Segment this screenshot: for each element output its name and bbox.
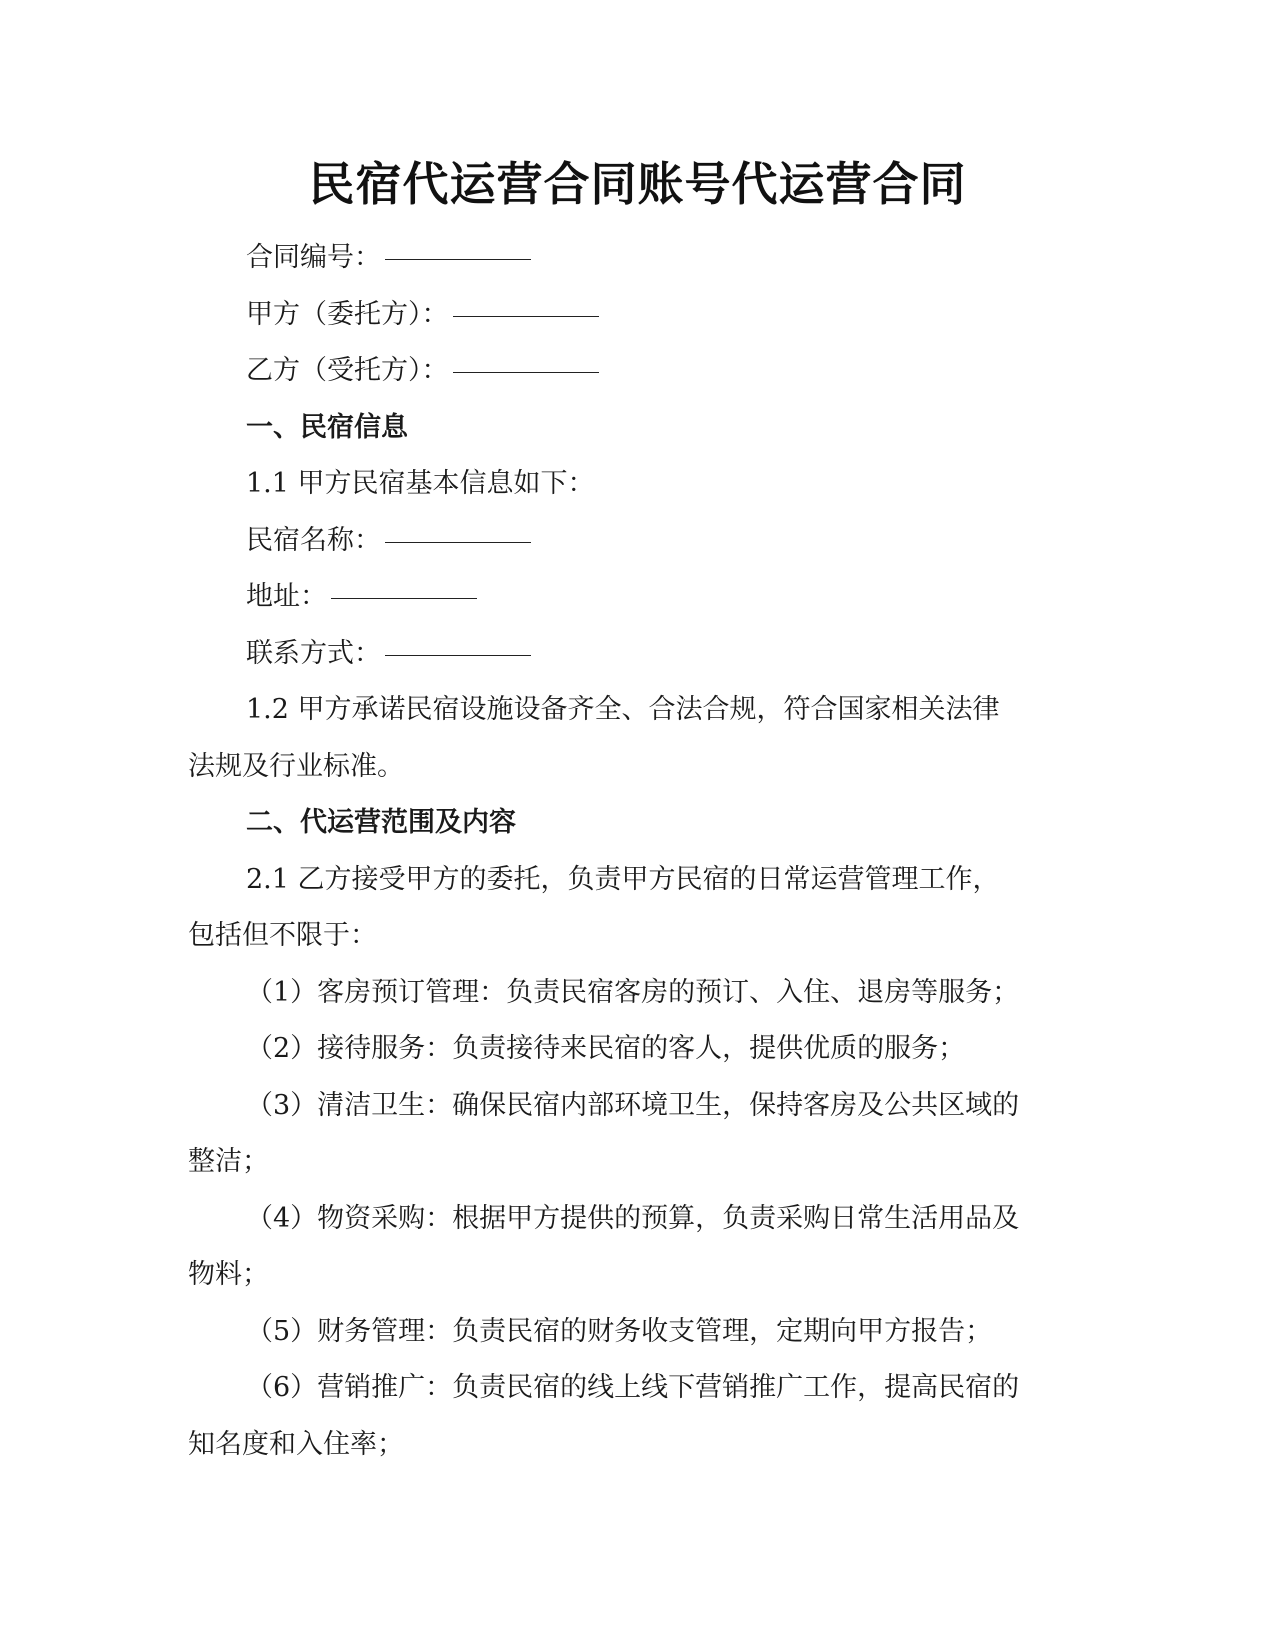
party-a-line [188,287,1088,344]
clause-2-1-line-1: 2.1 乙方接受甲方的委托，负责甲方民宿的日常运营管理工作， [246,863,1000,895]
clause-2-1-line-2: 包括但不限于： [188,920,377,951]
clause-1-1: 1.1 甲方民宿基本信息如下： [246,468,595,499]
party-a-label: 甲方（委托方）： [246,298,449,330]
clause-1-2-line-2: 法规及行业标准。 [188,750,404,782]
list-item-5: （5）财务管理：负责民宿的财务收支管理，定期向甲方报告； [246,1315,993,1347]
document-title: 民宿代运营合同账号代运营合同 [308,157,967,211]
party-b-label: 乙方（受托方）： [246,355,449,386]
list-item-3-cont: 整洁； [188,1146,269,1177]
homestay-name-label: 民宿名称： [246,524,381,556]
list-item-6-cont: 知名度和入住率； [188,1428,404,1460]
contract-number-blank [385,258,531,260]
homestay-name-line [188,513,1088,570]
section-2-heading: 二、代运营范围及内容 [246,807,516,838]
list-item-2: （2）接待服务：负责接待来民宿的客人，提供优质的服务； [246,1033,966,1064]
list-item-3: （3）清洁卫生：确保民宿内部环境卫生，保持客房及公共区域的 [246,1089,1020,1121]
contract-number-label: 合同编号： [246,242,381,273]
party-a-blank [453,315,599,317]
party-b-blank [453,371,599,373]
section-1-heading: 一、民宿信息 [246,411,408,443]
party-b-line [188,343,1088,400]
homestay-name-blank [385,541,531,543]
contact-line [188,626,1088,683]
address-line [188,569,1088,626]
contact-label: 联系方式： [246,637,381,669]
address-label: 地址： [246,581,327,612]
list-item-4: （4）物资采购：根据甲方提供的预算，负责采购日常生活用品及 [246,1202,1020,1234]
contract-number-line [188,230,1088,287]
list-item-4-cont: 物料； [188,1259,269,1290]
clause-1-2-line-1: 1.2 甲方承诺民宿设施设备齐全、合法合规，符合国家相关法律 [246,694,1000,725]
address-blank [331,597,477,599]
list-item-1: （1）客房预订管理：负责民宿客房的预订、入住、退房等服务； [246,976,1020,1008]
contact-blank [385,654,531,656]
document-body [188,230,1088,1473]
list-item-6: （6）营销推广：负责民宿的线上线下营销推广工作，提高民宿的 [246,1372,1020,1403]
